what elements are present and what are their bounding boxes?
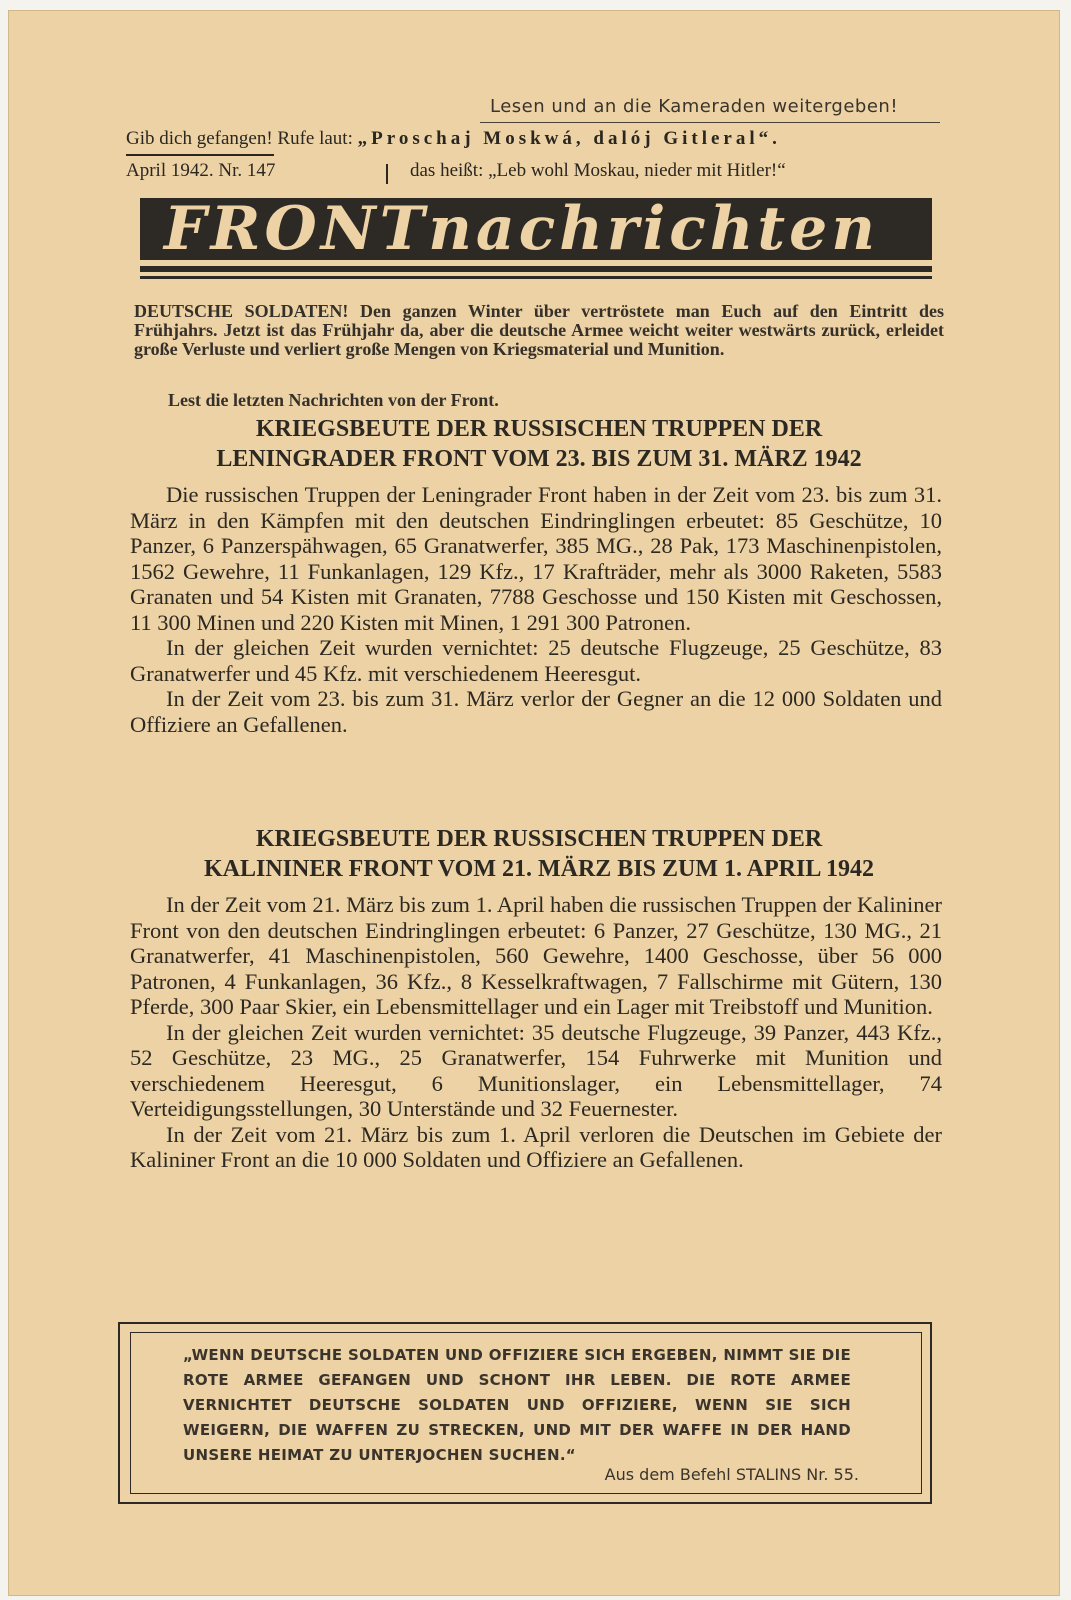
section2-heading-line1: KRIEGSBEUTE DER RUSSISCHEN TRUPPEN DER — [255, 826, 823, 852]
quote-text: „WENN DEUTSCHE SOLDATEN UND OFFIZIERE SICH ERGEBEN, NIMMT SIE DIE ROTE ARMEE GEFANGEN UND SCHONT IHR LEBEN. DIE ROTE ARMEE VERNICHTET DEUTSCHE SOLDATEN UND OFFIZIERE, WENN SIE SICH WEIGERN, DIE WAFFEN ZU STRECKEN, UND MIT DER WAFFE IN DER HAND UNSERE HEIMAT ZU UNTERJOCHEN SUCHEN.“ — [183, 1346, 851, 1464]
section2-heading-line2: KALININER FRONT VOM 21. MÄRZ BIS ZUM 1. APRIL 1942 — [203, 856, 875, 882]
russian-phrase: „Proschaj Moskwá, dalój Gitleral“. — [357, 128, 781, 149]
section2-heading — [134, 824, 944, 884]
section2-paragraph-1: In der Zeit vom 21. März bis zum 1. April haben die russischen Truppen der Kalininer Front von den deutschen Eindringlingen erbeutet: 6 Panzer, 27 Geschütze, 130 MG., 21 Granatwerfer, 41 Maschinenpistolen, 560 Gewehre, 1400 Geschosse, über 56 000 Patronen, 4 Funkanlagen, 36 Kfz., 8 Kesselkraftwagen, 7 Fallschirme mit Gütern, 130 Pferde, 300 Paar Skier, ein Lebensmittellager und ein Lager mit Treibstoff und Munition. — [130, 892, 942, 1019]
surrender-underline — [126, 154, 274, 156]
section2-paragraph-2: In der gleichen Zeit wurden vernichtet: 35 deutsche Flugzeuge, 39 Panzer, 443 Kfz., 52 Geschütze, 23 MG., 25 Granatwerfer, 154 Fuhrwerke mit Munition und verschiedenem Heeresgut, 6 Munitionslager, ein Lebensmittellager, 74 Verteidigungsstellungen, 30 Unterstände und 32 Feuernester. — [130, 1019, 942, 1121]
masthead-rule — [140, 266, 932, 272]
issue-date: April 1942. Nr. 147 — [126, 160, 276, 181]
stalin-quote-box — [118, 1322, 932, 1504]
masthead-rule-thin — [140, 276, 932, 279]
surrender-call-text: Gib dich gefangen! Rufe laut: — [126, 128, 358, 149]
phrase-translation: das heißt: „Leb wohl Moskau, nieder mit Hitler!“ — [410, 160, 786, 181]
section2-body — [130, 892, 942, 1173]
section1-heading — [134, 414, 944, 474]
masthead-title: FRONTnachrichten — [164, 198, 879, 260]
header-separator — [386, 164, 388, 184]
intro-last-line: Lest die letzten Nachrichten von der Front. — [168, 390, 499, 410]
top-divider — [480, 122, 940, 123]
quote-inner-frame — [130, 1332, 922, 1494]
section1-paragraph-1: Die russischen Truppen der Leningrader Front haben in der Zeit vom 23. bis zum 31. März in den Kämpfen mit den deutschen Eindringlingen erbeutet: 85 Geschütze, 10 Panzer, 6 Panzerspähwagen, 65 Granatwerfer, 385 MG., 28 Pak, 173 Maschinenpistolen, 1562 Gewehre, 11 Funkanlagen, 129 Kfz., 17 Krafträder, mehr als 3000 Raketen, 5583 Granaten und 54 Kisten mit Granaten, 7788 Geschosse und 150 Kisten mit Geschossen, 11 300 Minen und 220 Kisten mit Minen, 1 291 300 Patronen. — [130, 482, 942, 635]
quote-source: Aus dem Befehl STALINS Nr. 55. — [604, 1465, 859, 1484]
distribution-note: Lesen und an die Kameraden weitergeben! — [490, 96, 899, 117]
masthead-banner — [140, 198, 932, 260]
intro-paragraph: DEUTSCHE SOLDATEN! Den ganzen Winter über vertröstete man Euch auf den Eintritt des Frühjahrs. Jetzt ist das Frühjahr da, aber die deutsche Armee weicht weiter westwärts zurück, erleidet große Verluste und verliert große Mengen von Kriegsmaterial und Munition. — [134, 301, 944, 359]
section1-body — [130, 482, 942, 737]
section1-heading-line2: LENINGRADER FRONT VOM 23. BIS ZUM 31. MÄRZ 1942 — [216, 446, 862, 472]
surrender-call — [126, 128, 946, 150]
section1-paragraph-2: In der gleichen Zeit wurden vernichtet: 25 deutsche Flugzeuge, 25 Geschütze, 83 Granatwerfer und 45 Kfz. mit verschiedenem Heeresgut. — [130, 635, 942, 686]
section1-paragraph-3: In der Zeit vom 23. bis zum 31. März verlor der Gegner an die 12 000 Soldaten und Offiziere an Gefallenen. — [130, 686, 942, 737]
section1-heading-line1: KRIEGSBEUTE DER RUSSISCHEN TRUPPEN DER — [255, 416, 823, 442]
section2-paragraph-3: In der Zeit vom 21. März bis zum 1. April verloren die Deutschen im Gebiete der Kalininer Front an die 10 000 Soldaten und Offiziere an Gefallenen. — [130, 1121, 942, 1172]
